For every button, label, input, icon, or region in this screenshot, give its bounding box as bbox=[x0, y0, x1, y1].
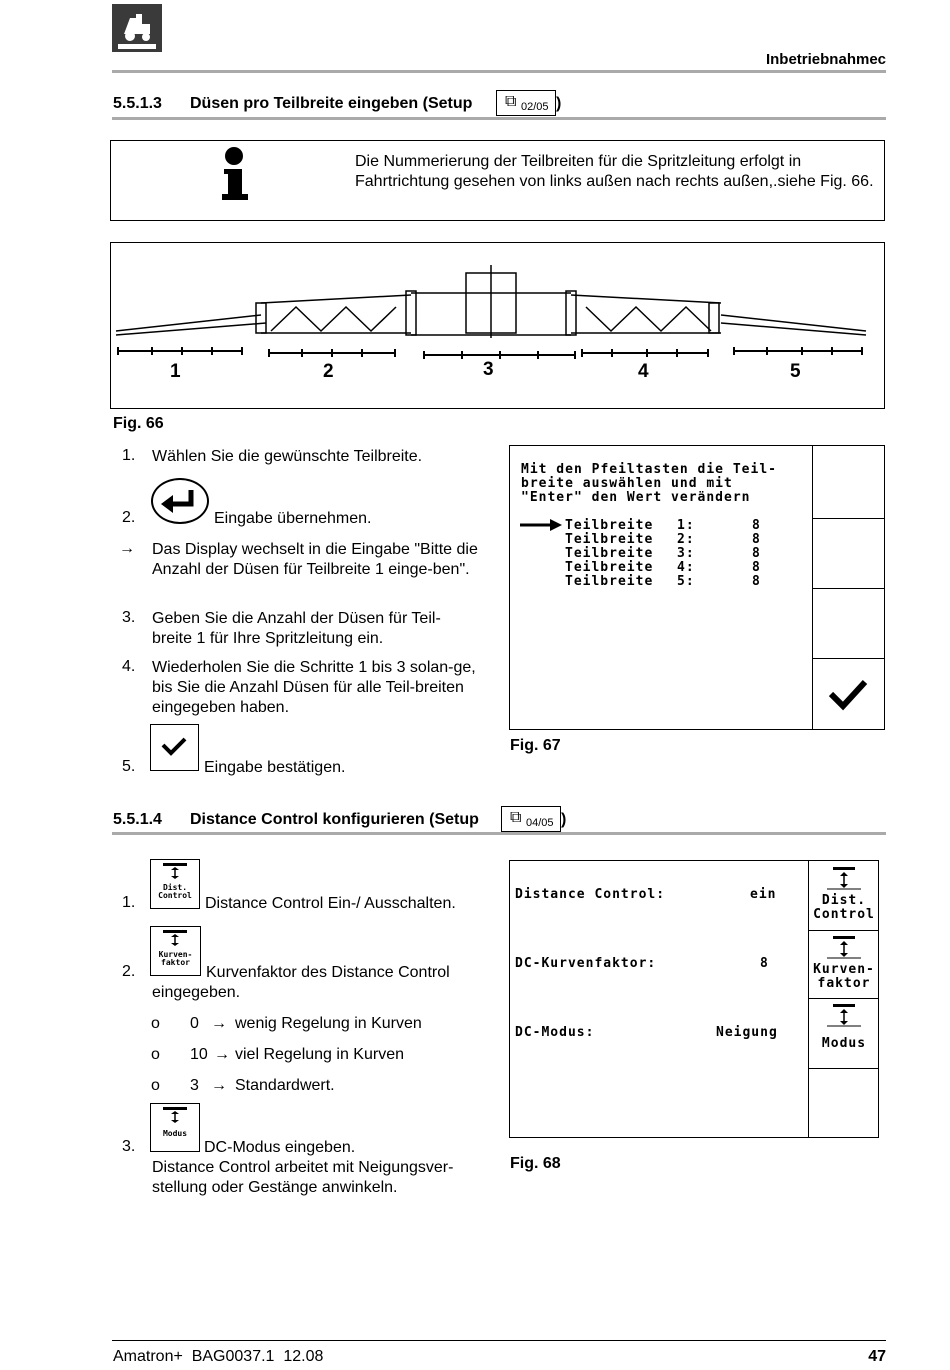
bullet-value: 3 bbox=[190, 1077, 199, 1094]
section-label-3: 3 bbox=[483, 359, 494, 380]
pages-icon: ⧉ bbox=[505, 93, 517, 110]
key-label: Control bbox=[158, 891, 192, 900]
step-description: Distance Control arbeitet mit Neigungsver-stellung oder Gestänge anwinkeln. bbox=[152, 1159, 454, 1196]
section-label-4: 4 bbox=[638, 361, 649, 382]
step-text-cont: eingegeben. bbox=[152, 984, 241, 1001]
row-label: Teilbreite bbox=[565, 546, 654, 561]
bullet-text: Standardwert. bbox=[235, 1077, 335, 1094]
key-label: Dist. bbox=[162, 883, 188, 892]
dc-row-label: DC-Kurvenfaktor: bbox=[515, 956, 657, 971]
key-label: Modus bbox=[162, 1129, 188, 1138]
fig68-display bbox=[509, 860, 879, 1138]
row-label: Teilbreite bbox=[565, 560, 654, 575]
step-text: Distance Control Ein-/ Ausschalten. bbox=[205, 895, 456, 912]
setup-page-number: 04/05 bbox=[526, 817, 554, 829]
bullet-symbol: o bbox=[151, 1015, 160, 1032]
amazone-logo bbox=[112, 4, 162, 52]
boom-height-icon bbox=[819, 998, 869, 1030]
step-number: 2. bbox=[122, 963, 136, 980]
softkey-confirm[interactable] bbox=[813, 658, 885, 729]
softkey-curve-factor[interactable] bbox=[809, 930, 879, 999]
selection-arrow-icon bbox=[520, 519, 562, 531]
page-number: 47 bbox=[868, 1348, 886, 1365]
step-number: 3. bbox=[122, 609, 136, 626]
section-number: 5.5.1.3 bbox=[113, 95, 162, 112]
boom-height-icon bbox=[819, 861, 869, 893]
display-intro-line: Mit den Pfeiltasten die Teil- bbox=[521, 462, 777, 477]
dc-row-label: DC-Modus: bbox=[515, 1025, 595, 1040]
softkey-label: Modus bbox=[821, 1036, 867, 1051]
header-rule bbox=[112, 70, 886, 73]
enter-arrow-icon bbox=[153, 480, 207, 522]
result-arrow: → bbox=[119, 540, 135, 557]
bullet-symbol: o bbox=[151, 1077, 160, 1094]
step-text: Wiederholen Sie die Schritte 1 bis 3 solan-ge, bis Sie die Anzahl Düsen für alle Teil-breiten eingegeben haben. bbox=[152, 659, 476, 716]
fig67-display bbox=[509, 445, 885, 730]
enter-key-icon bbox=[151, 478, 209, 524]
header-section-title: Inbetriebnahmec bbox=[765, 51, 886, 68]
step-number: 5. bbox=[122, 758, 136, 775]
checkmark-icon bbox=[813, 658, 885, 729]
softkey-2[interactable] bbox=[813, 518, 885, 589]
dc-row-value: ein bbox=[750, 887, 777, 902]
section-title: Distance Control konfigurieren (Setup bbox=[190, 811, 479, 828]
footer-rule bbox=[112, 1340, 886, 1341]
mode-key-icon bbox=[150, 1103, 200, 1152]
row-value: 8 bbox=[752, 518, 761, 533]
softkey-label: Control bbox=[813, 907, 875, 922]
fig68-caption: Fig. 68 bbox=[510, 1155, 561, 1172]
key-label: Kurven- bbox=[158, 950, 193, 959]
step-text: Eingabe übernehmen. bbox=[214, 510, 372, 527]
fig66-caption: Fig. 66 bbox=[113, 415, 164, 432]
step-text: DC-Modus eingeben. bbox=[204, 1139, 356, 1156]
section-rule bbox=[112, 832, 886, 835]
step-number: 3. bbox=[122, 1138, 136, 1155]
boom-height-icon bbox=[151, 927, 200, 949]
dc-row-value: 8 bbox=[760, 956, 769, 971]
info-box bbox=[110, 140, 885, 221]
bullet-value: 10 bbox=[190, 1046, 208, 1063]
logo-graphic bbox=[112, 4, 162, 52]
boom-height-icon bbox=[151, 1104, 199, 1128]
boom-height-icon bbox=[819, 930, 869, 962]
boom-height-icon bbox=[151, 860, 199, 882]
step-number: 1. bbox=[122, 894, 136, 911]
step-text: Wählen Sie die gewünschte Teilbreite. bbox=[152, 448, 423, 465]
pages-icon: ⧉ bbox=[510, 809, 522, 826]
info-icon bbox=[219, 146, 249, 202]
footer-document-id: Amatron+ BAG0037.1 12.08 bbox=[113, 1348, 324, 1365]
step-text: Eingabe bestätigen. bbox=[204, 759, 346, 776]
display-intro-line: breite auswählen und mit bbox=[521, 476, 733, 491]
row-number: 2: bbox=[677, 532, 695, 547]
row-value: 8 bbox=[752, 532, 761, 547]
bullet-value: 0 bbox=[190, 1015, 199, 1032]
bullet-arrow: → bbox=[214, 1046, 230, 1063]
key-label: faktor bbox=[161, 958, 190, 967]
softkey-empty[interactable] bbox=[809, 1068, 879, 1137]
step-number: 2. bbox=[122, 509, 136, 526]
softkey-column bbox=[812, 446, 885, 729]
section-label-1: 1 bbox=[170, 361, 181, 382]
dc-row-label: Distance Control: bbox=[515, 887, 666, 902]
row-number: 5: bbox=[677, 574, 695, 589]
bullet-text: wenig Regelung in Kurven bbox=[235, 1015, 422, 1032]
row-number: 3: bbox=[677, 546, 695, 561]
softkey-dist-control[interactable] bbox=[809, 861, 879, 931]
softkey-mode[interactable] bbox=[809, 998, 879, 1069]
fig67-caption: Fig. 67 bbox=[510, 737, 561, 754]
display-intro-line: "Enter" den Wert verändern bbox=[521, 490, 751, 505]
row-number: 1: bbox=[677, 518, 695, 533]
bullet-arrow: → bbox=[211, 1015, 227, 1032]
bullet-arrow: → bbox=[211, 1077, 227, 1094]
confirm-key-icon bbox=[150, 724, 199, 771]
dist-control-key-icon bbox=[150, 859, 200, 909]
row-number: 4: bbox=[677, 560, 695, 575]
section-label-5: 5 bbox=[790, 361, 801, 382]
row-label: Teilbreite bbox=[565, 518, 654, 533]
setup-page-ref bbox=[496, 90, 556, 116]
row-value: 8 bbox=[752, 560, 761, 575]
setup-page-ref bbox=[501, 806, 561, 832]
fig66-image bbox=[110, 242, 885, 409]
row-label: Teilbreite bbox=[565, 574, 654, 589]
row-value: 8 bbox=[752, 546, 761, 561]
section-number: 5.5.1.4 bbox=[113, 811, 162, 828]
sprayer-boom-drawing bbox=[111, 243, 884, 408]
row-label: Teilbreite bbox=[565, 532, 654, 547]
softkey-label: Kurven- bbox=[813, 962, 875, 977]
bullet-symbol: o bbox=[151, 1046, 160, 1063]
section-rule bbox=[112, 117, 886, 120]
softkey-1[interactable] bbox=[813, 446, 885, 519]
curve-factor-key-icon bbox=[150, 926, 201, 976]
step-number: 4. bbox=[122, 658, 136, 675]
softkey-3[interactable] bbox=[813, 588, 885, 659]
section-title: Düsen pro Teilbreite eingeben (Setup bbox=[190, 95, 473, 112]
row-value: 8 bbox=[752, 574, 761, 589]
section-title-close: ) bbox=[556, 95, 562, 112]
section-title-close: ) bbox=[561, 811, 567, 828]
step-text: Kurvenfaktor des Distance Control bbox=[206, 964, 450, 981]
step-number: 1. bbox=[122, 447, 136, 464]
setup-page-number: 02/05 bbox=[521, 101, 549, 113]
dc-row-value: Neigung bbox=[716, 1025, 778, 1040]
softkey-label: faktor bbox=[817, 976, 871, 991]
softkey-label: Dist. bbox=[821, 893, 867, 908]
step-text: Geben Sie die Anzahl der Düsen für Teil-breite 1 für Ihre Spritzleitung ein. bbox=[152, 610, 441, 647]
section-label-2: 2 bbox=[323, 361, 334, 382]
result-text: Das Display wechselt in die Eingabe "Bitte die Anzahl der Düsen für Teilbreite 1 einge-ben". bbox=[152, 541, 478, 578]
info-text: Die Nummerierung der Teilbreiten für die Spritzleitung erfolgt in Fahrtrichtung gesehen von links außen nach rechts außen,.siehe Fig. 66. bbox=[355, 153, 874, 190]
checkmark-icon bbox=[151, 725, 198, 770]
bullet-text: viel Regelung in Kurven bbox=[235, 1046, 404, 1063]
softkey-column bbox=[808, 861, 879, 1137]
